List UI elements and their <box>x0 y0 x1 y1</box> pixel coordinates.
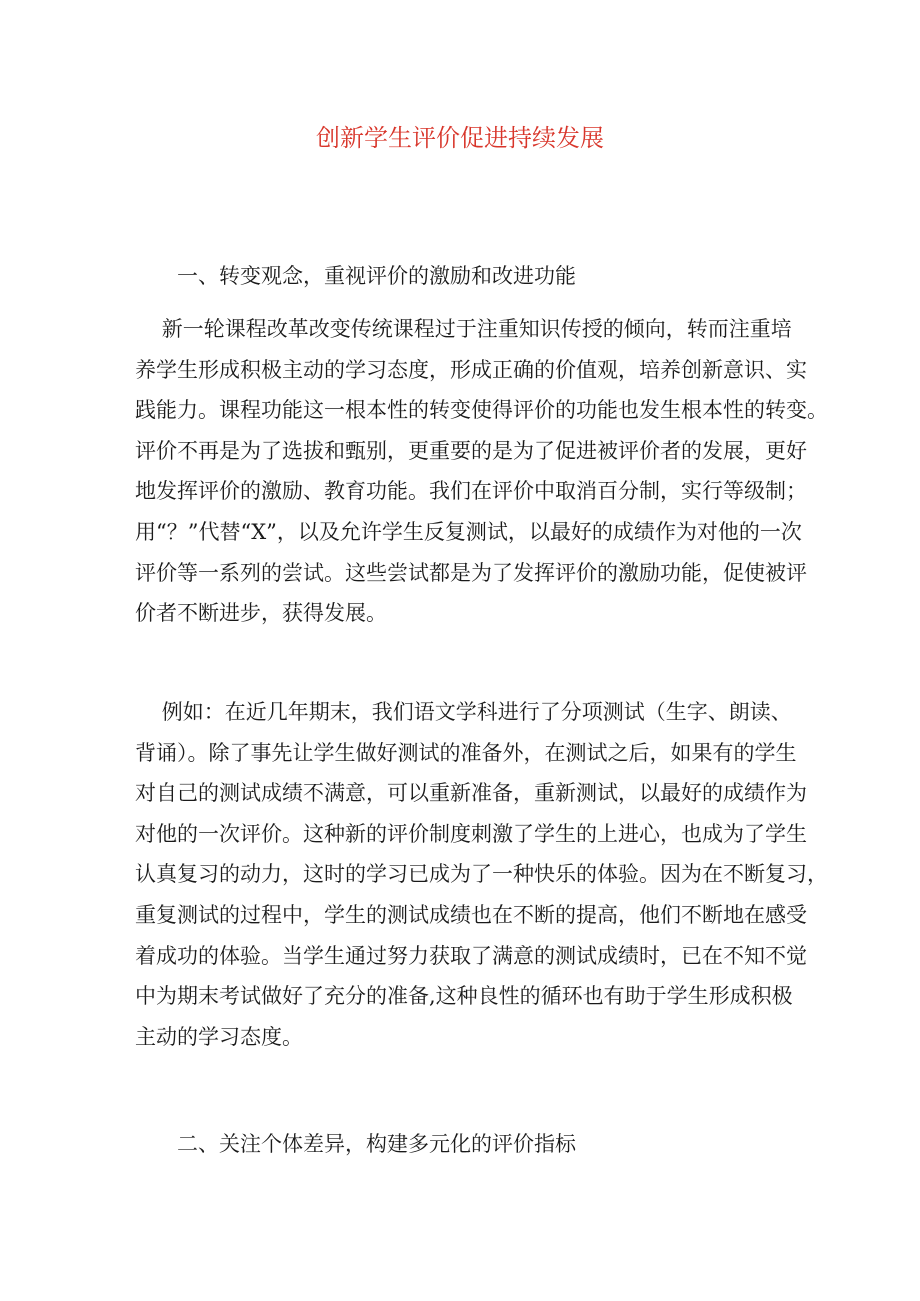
paragraph-2-line: 中为期末考试做好了充分的准备,这种良性的循环也有助于学生形成积极 <box>135 984 793 1009</box>
section-heading-2 <box>135 1124 795 1165</box>
paragraph-1-line: 养学生形成积极主动的学习态度，形成正确的价值观，培养创新意识、实 <box>135 357 807 382</box>
paragraph-2-line: 例如：在近几年期末，我们语文学科进行了分项测试（生字、朗读、 <box>135 700 792 724</box>
paragraph-2-line: 着成功的体验。当学生通过努力获取了满意的测试成绩时，已在不知不觉 <box>135 943 807 968</box>
paragraph-1-line: 评价不再是为了选拔和甄别，更重要的是为了促进被评价者的发展，更好 <box>135 438 807 463</box>
paragraph-1-line: 地发挥评价的激励、教育功能。我们在评价中取消百分制，实行等级制； <box>135 479 807 504</box>
section-heading-1 <box>135 256 795 297</box>
paragraph-2 <box>135 692 828 1057</box>
paragraph-1-line: 新一轮课程改革改变传统课程过于注重知识传授的倾向，转而注重培 <box>135 317 792 341</box>
document-title: 创新学生评价促进持续发展 <box>316 124 604 152</box>
section-heading-2-text: 二、关注个体差异，构建多元化的评价指标 <box>177 1132 576 1156</box>
paragraph-2-line: 认真复习的动力，这时的学习已成为了一种快乐的体验。因为在不断复习， <box>135 862 828 887</box>
paragraph-2-line: 对他的一次评价。这种新的评价制度刺激了学生的上进心，也成为了学生 <box>135 821 807 846</box>
paragraph-1-line: 价者不断进步，获得发展。 <box>135 601 387 626</box>
section-heading-1-text: 一、转变观念，重视评价的激励和改进功能 <box>177 264 576 288</box>
paragraph-2-line: 对自己的测试成绩不满意，可以重新准备，重新测试，以最好的成绩作为 <box>135 781 807 806</box>
paragraph-2-line: 背诵）。除了事先让学生做好测试的准备外，在测试之后，如果有的学生 <box>135 740 797 765</box>
paragraph-1-line: 用“？”代替“X”，以及允许学生反复测试，以最好的成绩作为对他的一次 <box>135 519 802 544</box>
paragraph-1 <box>135 309 828 634</box>
paragraph-1-line: 评价等一系列的尝试。这些尝试都是为了发挥评价的激励功能，促使被评 <box>135 560 807 585</box>
paragraph-2-line: 重复测试的过程中，学生的测试成绩也在不断的提高，他们不断地在感受 <box>135 902 807 927</box>
paragraph-2-line: 主动的学习态度。 <box>135 1024 303 1049</box>
paragraph-1-line: 践能力。课程功能这一根本性的转变使得评价的功能也发生根本性的转变。 <box>135 398 828 423</box>
